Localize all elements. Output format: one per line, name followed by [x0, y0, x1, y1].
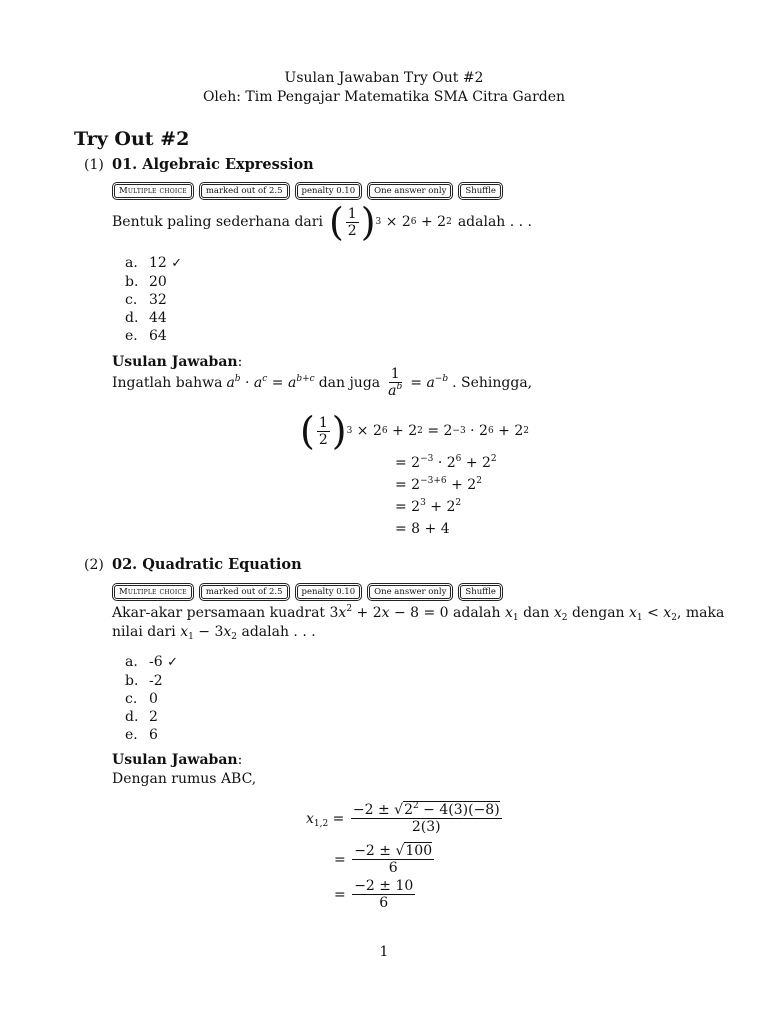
answer-intro: Ingatlah bahwa $a^b \cdot a^c = a^{b+c}$ dan juga $\frac{1}{a^b}$ = $a^{-b}$ . Sehingga,	[112, 366, 533, 399]
answer-intro: Dengan rumus ABC,	[112, 771, 257, 787]
formula-line-2: = $\frac{-2 \pm √100}{6}$	[334, 843, 433, 876]
option-e: e. 6	[125, 727, 158, 743]
equation-line-5: = 8 + 4	[395, 521, 450, 537]
answer-heading: Usulan Jawaban:	[112, 752, 243, 768]
option-c: c. 0	[125, 691, 158, 707]
document-author: Oleh: Tim Pengajar Matematika SMA Citra Garden	[202, 89, 566, 105]
tag-penalty: penalty 0.10	[297, 184, 361, 198]
question-title: 02. Quadratic Equation	[112, 556, 302, 573]
document-title: Usulan Jawaban Try Out #2	[284, 70, 484, 86]
option-b: b. -2	[125, 673, 163, 689]
math-expression: ( $\frac{1}{2}$ ) 3 × 2 6 + 2 2	[328, 200, 452, 244]
option-d: d. 44	[125, 310, 167, 326]
equation-line-1: ( $\frac{1}{2}$ ) 3 × 2 6 + 2 2 = 2 −3 · 2 6 + 2 2	[300, 409, 529, 453]
question-number: (2)	[84, 557, 104, 573]
tag-answers: One answer only	[369, 184, 451, 198]
check-icon: ✓	[171, 256, 183, 271]
option-c: c. 32	[125, 292, 167, 308]
check-icon: ✓	[167, 655, 178, 670]
equation-line-3: = $2^{-3+6} + 2^2$	[395, 476, 482, 493]
question-text	[112, 200, 533, 244]
page-number: 1	[379, 944, 389, 960]
tag-answers: One answer only	[369, 585, 451, 599]
equation-line-2: = $2^{-3} \cdot 2^6 + 2^2$	[395, 454, 497, 471]
question-tags	[114, 585, 501, 599]
question-text-line-1: Akar-akar persamaan kuadrat $3x^2 + 2x - 8 = 0$ adalah $x_1$ dan $x_2$ dengan $x_1 < x_2$, maka	[112, 604, 725, 623]
option-d: d. 2	[125, 709, 158, 725]
tag-shuffle: Shuffle	[460, 585, 501, 599]
option-e: e. 64	[125, 328, 167, 344]
question-text-before: Bentuk paling sederhana dari	[112, 214, 323, 230]
tag-marks: marked out of 2.5	[201, 184, 288, 198]
section-title: Try Out #2	[74, 128, 190, 150]
option-b: b. 20	[125, 274, 167, 290]
question-number: (1)	[84, 157, 104, 173]
question-text-line-2: nilai dari $x_1 - 3x_2$ adalah . . .	[112, 624, 316, 642]
option-a: a. -6 ✓	[125, 654, 178, 670]
options-list	[125, 254, 182, 345]
tag-type: Multiple choice	[114, 184, 192, 198]
options-list	[125, 653, 178, 744]
question-tags	[114, 184, 501, 198]
formula-line-3: = $\frac{-2 \pm 10}{6}$	[334, 878, 414, 911]
question-title: 01. Algebraic Expression	[112, 156, 314, 173]
option-a: a. 12 ✓	[125, 255, 183, 271]
tag-penalty: penalty 0.10	[297, 585, 361, 599]
tag-shuffle: Shuffle	[460, 184, 501, 198]
tag-marks: marked out of 2.5	[201, 585, 288, 599]
answer-heading: Usulan Jawaban:	[112, 354, 243, 370]
tag-type: Multiple choice	[114, 585, 192, 599]
formula-line-1: $x_{1,2}$ = $\frac{-2 \pm √2^2 - 4(3)(-8)}{2(3)}$	[306, 801, 500, 835]
equation-line-4: = $2^3 + 2^2$	[395, 498, 462, 515]
question-text-after: adalah . . .	[457, 214, 533, 230]
